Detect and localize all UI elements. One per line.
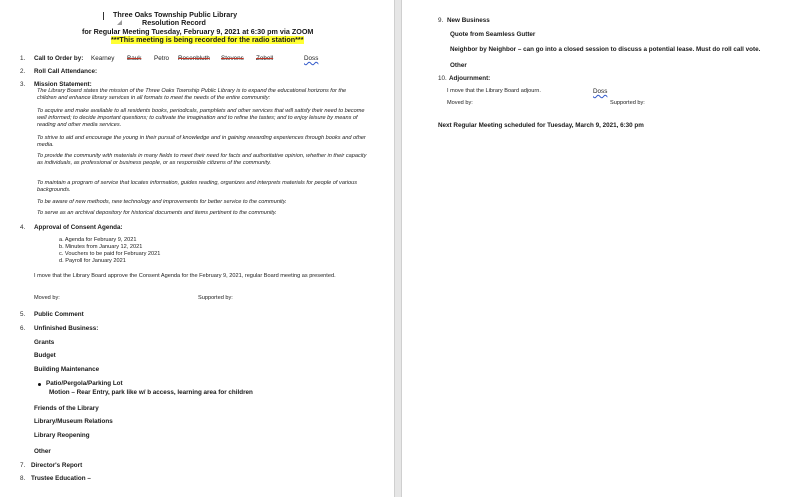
other-label: Other	[450, 62, 467, 69]
directors-report-label: Director's Report	[31, 462, 83, 469]
item-number: 2.	[20, 68, 26, 75]
next-meeting-text: Next Regular Meeting scheduled for Tuesday, March 9, 2021, 6:30 pm	[438, 122, 644, 129]
gutter-quote-text: Quote from Seamless Gutter	[450, 31, 536, 38]
adjournment-motion-text: I move that the Library Board adjourn.	[447, 88, 541, 94]
record-title: Resolution Record	[142, 18, 206, 27]
member-name: Kearney	[91, 55, 115, 62]
mission-paragraph: To be aware of new methods, new technology and improvements for better service to the community.	[37, 199, 287, 205]
grants-label: Grants	[34, 339, 55, 346]
member-name: Doss	[304, 55, 319, 62]
member-name: Doss	[593, 88, 608, 95]
adjournment-label: Adjournment:	[449, 75, 491, 82]
building-maintenance-label: Building Maintenance	[34, 366, 100, 373]
meeting-line: for Regular Meeting Tuesday, February 9, 2021 at 6:30 pm via ZOOM	[82, 27, 314, 36]
item-number: 10.	[438, 75, 447, 82]
supported-by-label: Supported by:	[198, 295, 233, 301]
budget-label: Budget	[34, 352, 56, 359]
item-number: 6.	[20, 325, 26, 332]
patio-label: Patio/Pergola/Parking Lot	[46, 380, 123, 387]
consent-list-item: d. Payroll for January 2021	[59, 258, 126, 264]
member-name: Petro	[154, 55, 170, 62]
recording-notice: ***This meeting is being recorded for the radio station***	[111, 35, 304, 44]
text-cursor	[103, 12, 104, 20]
friends-label: Friends of the Library	[34, 405, 99, 412]
consent-list-item: c. Vouchers to be paid for February 2021	[59, 251, 161, 257]
unfinished-business-label: Unfinished Business:	[34, 325, 99, 332]
supported-by-label: Supported by:	[610, 100, 645, 106]
roll-call-label: Roll Call Attendance:	[34, 68, 98, 75]
mission-paragraph: To acquire and make available to all residents books, periodicals, pamphlets and other services that will satisfy their need to become well informed; to decide important questions; to cultivate the imagination and to refine the tastes; and to enjoy leisure by means of reading and other media services.	[37, 108, 365, 128]
moved-by-label: Moved by:	[34, 295, 60, 301]
call-to-order-label: Call to Order by:	[34, 55, 84, 62]
member-name: Bauk	[127, 55, 142, 62]
mission-paragraph: To provide the community with materials in many fields to meet their need for facts and authoritative opinion, whether in their capacity as individuals, as professional or business people, or as responsible citizens of the community.	[37, 153, 367, 166]
museum-relations-label: Library/Museum Relations	[34, 418, 113, 425]
library-name: Three Oaks Township Public Library	[113, 10, 238, 19]
mission-paragraph: The Library Board states the mission of the Three Oaks Township Public Library is to expand the educational horizons for the children and enhance library services in all formats to meet the needs of the entire community:	[37, 88, 347, 101]
mission-paragraph: To strive to aid and encourage the young in their pursuit of knowledge and in gaining rewarding experiences through books and other media.	[37, 135, 366, 148]
consent-agenda-label: Approval of Consent Agenda:	[34, 224, 123, 231]
consent-motion-text: I move that the Library Board approve the Consent Agenda for the February 9, 2021, regular Board meeting as presented.	[34, 273, 336, 279]
consent-list-item: b. Minutes from January 12, 2021	[59, 244, 143, 250]
new-business-label: New Business	[447, 17, 490, 24]
item-number: 1.	[20, 55, 26, 62]
mission-paragraph: To serve as an archival depository for historical documents and items pertinent to the community.	[37, 210, 277, 216]
item-number: 5.	[20, 311, 26, 318]
member-name: Rosenbluth	[178, 55, 210, 62]
item-number: 4.	[20, 224, 26, 231]
public-comment-label: Public Comment	[34, 311, 84, 318]
neighbor-text: Neighbor by Neighbor – can go into a closed session to discuss a potential lease. Must do roll call vote.	[450, 46, 761, 53]
mission-label: Mission Statement:	[34, 81, 92, 88]
patio-motion-text: Motion – Rear Entry, park like w/ b access, learning area for children	[49, 389, 253, 396]
trustee-education-label: Trustee Education –	[31, 475, 91, 482]
item-number: 8.	[20, 475, 26, 482]
item-number: 9.	[438, 17, 444, 24]
item-number: 3.	[20, 81, 26, 88]
library-reopening-label: Library Reopening	[34, 432, 90, 439]
document-page-right[interactable]	[402, 0, 788, 497]
member-name: Zobell	[256, 55, 274, 62]
consent-list-item: a. Agenda for February 9, 2021	[59, 237, 137, 243]
page-gutter	[394, 0, 402, 497]
paragraph-anchor-icon	[117, 20, 122, 25]
moved-by-label: Moved by:	[447, 100, 473, 106]
other-label: Other	[34, 448, 51, 455]
member-name: Stevens	[221, 55, 244, 62]
mission-paragraph: To maintain a program of service that locates information, guides reading, organizes and interprets materials for people of various backgrounds.	[37, 180, 358, 193]
item-number: 7.	[20, 462, 26, 469]
bullet-icon	[38, 383, 41, 386]
